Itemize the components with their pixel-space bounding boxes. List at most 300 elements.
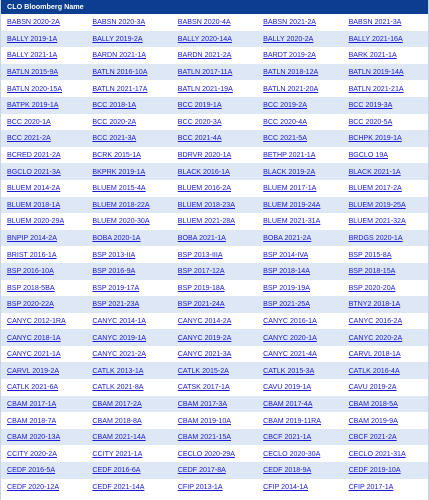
table-cell [172, 346, 257, 363]
clo-name-link[interactable]: BSP 2021-25A [263, 300, 310, 309]
clo-name-link[interactable]: BOBA 2020-1A [92, 234, 141, 243]
clo-name-link[interactable]: CANYC 2021-1A [7, 350, 61, 359]
table-cell [343, 445, 428, 462]
clo-name-link[interactable]: CANYC 2014-1A [92, 316, 147, 325]
table-cell [343, 213, 428, 230]
table-cell [86, 379, 171, 396]
clo-name-link[interactable]: CANYC 2012-1RA [7, 316, 66, 325]
table-row [1, 130, 428, 147]
table-cell [257, 47, 342, 64]
clo-name-link[interactable]: BLUEM 2018-1A [7, 200, 61, 209]
clo-name-link[interactable]: BKPRK 2019-1A [92, 167, 146, 176]
table-cell [86, 412, 171, 429]
table-cell [86, 313, 171, 330]
table-cell [1, 479, 86, 496]
table-cell [343, 197, 428, 214]
table-cell [1, 80, 86, 97]
table-cell [86, 445, 171, 462]
table-row [1, 213, 428, 230]
clo-name-link[interactable]: CATLK 2013-1A [92, 366, 144, 375]
clo-name-link[interactable]: BSP 2021-23A [92, 300, 140, 309]
clo-name-link[interactable]: CAVU 2019-1A [263, 383, 312, 392]
table-cell [1, 64, 86, 81]
table-cell [343, 379, 428, 396]
clo-name-link[interactable]: BNPIP 2014-2A [7, 234, 57, 243]
clo-name-link[interactable]: CBAM 2017-4A [263, 399, 313, 408]
clo-name-link[interactable]: CBAM 2019-10A [177, 416, 232, 425]
table-cell [172, 462, 257, 479]
table-cell [1, 47, 86, 64]
table-cell [343, 80, 428, 97]
table-cell [86, 479, 171, 496]
clo-name-table-body [1, 14, 428, 495]
clo-name-link[interactable]: BSP 2013-IIIA [177, 250, 223, 259]
table-cell [343, 396, 428, 413]
clo-name-link[interactable]: CARVL 2018-1A [348, 350, 401, 359]
table-cell [257, 429, 342, 446]
table-cell [343, 114, 428, 131]
table-cell [172, 213, 257, 230]
clo-name-link[interactable]: CBAM 2021-14A [92, 433, 146, 442]
clo-name-link[interactable]: BALLY 2020-14A [177, 34, 232, 43]
table-cell [1, 31, 86, 48]
table-cell [172, 114, 257, 131]
clo-name-link[interactable]: BABSN 2020-4A [177, 18, 231, 27]
clo-name-link[interactable]: CBAM 2021-15A [177, 433, 232, 442]
table-row [1, 47, 428, 64]
table-cell [257, 147, 342, 164]
table-cell [257, 197, 342, 214]
clo-name-link[interactable]: BCC 2021-2A [7, 134, 51, 143]
clo-name-link[interactable]: CANYC 2021-2A [92, 350, 147, 359]
clo-name-link[interactable]: BGCLO 2021-3A [7, 167, 61, 176]
table-cell [86, 213, 171, 230]
table-cell [343, 479, 428, 496]
table-cell [86, 296, 171, 313]
clo-name-link[interactable]: BABSN 2020-2A [7, 18, 60, 27]
clo-name-link[interactable]: BCC 2021-5A [263, 134, 307, 143]
table-row [1, 313, 428, 330]
clo-name-link[interactable]: BCC 2019-3A [348, 101, 393, 110]
table-cell [172, 163, 257, 180]
table-row [1, 114, 428, 131]
table-cell [86, 47, 171, 64]
table-cell [1, 429, 86, 446]
clo-name-link[interactable]: CFIP 2017-1A [348, 482, 394, 491]
clo-name-link[interactable]: BCC 2021-4A [177, 134, 222, 143]
table-cell [257, 479, 342, 496]
table-cell [86, 329, 171, 346]
table-cell [172, 479, 257, 496]
clo-name-link[interactable]: CCITY 2020-2A [7, 449, 57, 458]
clo-name-link[interactable]: BABSN 2021-2A [263, 18, 317, 27]
clo-name-link[interactable]: BLUEM 2017-1A [263, 184, 317, 193]
clo-name-link[interactable]: CBCF 2021-2A [348, 433, 397, 442]
clo-name-link[interactable]: CBAM 2017-2A [92, 399, 142, 408]
table-cell [257, 130, 342, 147]
clo-name-link[interactable]: BLUEM 2021-31A [263, 217, 321, 226]
clo-name-link[interactable]: BSP 2014-IVA [263, 250, 309, 259]
table-row [1, 296, 428, 313]
clo-name-link[interactable]: CATLK 2021-8A [92, 383, 144, 392]
table-cell [257, 280, 342, 297]
table-cell [343, 280, 428, 297]
clo-name-link[interactable]: BATLN 2021-21A [348, 84, 404, 93]
table-cell [1, 230, 86, 247]
clo-name-link[interactable]: CANYC 2018-1A [7, 333, 61, 342]
table-cell [86, 147, 171, 164]
table-cell [1, 163, 86, 180]
table-row [1, 445, 428, 462]
clo-name-link[interactable]: CANYC 2019-1A [92, 333, 147, 342]
table-cell [343, 97, 428, 114]
clo-name-link[interactable]: BCC 2020-3A [177, 117, 222, 126]
table-cell [1, 346, 86, 363]
table-cell [257, 296, 342, 313]
table-row [1, 31, 428, 48]
clo-name-link[interactable]: CATLK 2021-6A [7, 383, 59, 392]
clo-name-link[interactable]: BCC 2019-1A [177, 101, 222, 110]
clo-name-link[interactable]: BSP 2021-24A [177, 300, 225, 309]
table-cell [86, 114, 171, 131]
table-row [1, 180, 428, 197]
clo-name-link[interactable]: BSP 2019-17A [92, 283, 140, 292]
table-cell [172, 64, 257, 81]
clo-name-link[interactable]: CFIP 2013-1A [177, 482, 223, 491]
table-cell [1, 280, 86, 297]
clo-name-link[interactable]: CEDF 2016-6A [92, 466, 141, 475]
table-cell [1, 329, 86, 346]
table-row [1, 280, 428, 297]
table-cell [257, 64, 342, 81]
table-cell [172, 197, 257, 214]
table-cell [172, 445, 257, 462]
clo-name-link[interactable]: BATLN 2021-20A [263, 84, 319, 93]
table-cell [1, 362, 86, 379]
clo-name-link[interactable]: BARDT 2019-2A [263, 51, 316, 60]
table-cell [172, 329, 257, 346]
clo-name-link[interactable]: CBAM 2019-11RA [263, 416, 321, 425]
table-cell [257, 346, 342, 363]
clo-name-table [1, 14, 428, 495]
clo-name-link[interactable]: CCITY 2021-1A [92, 449, 143, 458]
clo-name-link[interactable]: BCC 2020-2A [92, 117, 137, 126]
clo-name-link[interactable]: CBAM 2018-5A [348, 399, 398, 408]
clo-name-link[interactable]: CBAM 2017-3A [177, 399, 228, 408]
clo-name-link[interactable]: BLUEM 2018-23A [177, 200, 235, 209]
table-cell [257, 445, 342, 462]
table-row [1, 97, 428, 114]
table-cell [1, 180, 86, 197]
clo-name-link[interactable]: CANYC 2020-2A [348, 333, 403, 342]
clo-name-link[interactable]: BSP 2018-15A [348, 267, 396, 276]
clo-name-link[interactable]: BATPK 2019-1A [7, 101, 59, 110]
clo-name-link[interactable]: BALLY 2019-2A [92, 34, 143, 43]
clo-name-link[interactable]: CATSK 2017-1A [177, 383, 230, 392]
table-cell [343, 64, 428, 81]
clo-name-link[interactable]: BATLN 2021-17A [92, 84, 148, 93]
clo-name-link[interactable]: BALLY 2021-1A [7, 51, 58, 60]
clo-name-link[interactable]: BALLY 2021-16A [348, 34, 403, 43]
table-cell [257, 14, 342, 31]
table-row [1, 230, 428, 247]
table-cell [172, 362, 257, 379]
clo-name-link[interactable]: CANYC 2021-3A [177, 350, 232, 359]
clo-name-link[interactable]: CANYC 2016-2A [348, 316, 403, 325]
table-cell [172, 280, 257, 297]
clo-name-link[interactable]: BATLN 2019-14A [348, 68, 404, 77]
table-cell [1, 462, 86, 479]
table-cell [86, 263, 171, 280]
table-cell [172, 379, 257, 396]
clo-name-link[interactable]: CANYC 2021-4A [263, 350, 317, 359]
table-cell [343, 31, 428, 48]
table-cell [343, 246, 428, 263]
table-cell [343, 429, 428, 446]
clo-name-link[interactable]: BALLY 2020-2A [263, 34, 314, 43]
table-cell [86, 280, 171, 297]
table-row [1, 329, 428, 346]
table-cell [1, 197, 86, 214]
table-cell [86, 197, 171, 214]
clo-name-link[interactable]: BCC 2019-2A [263, 101, 307, 110]
clo-name-link[interactable]: BATLN 2021-19A [177, 84, 233, 93]
table-cell [86, 64, 171, 81]
clo-name-link[interactable]: BLUEM 2019-24A [263, 200, 321, 209]
clo-name-link[interactable]: CATLK 2015-3A [263, 366, 315, 375]
table-row [1, 14, 428, 31]
clo-name-link[interactable]: CEDF 2017-8A [177, 466, 226, 475]
table-cell [257, 80, 342, 97]
clo-name-link[interactable]: BABSN 2021-3A [348, 18, 402, 27]
table-cell [172, 230, 257, 247]
table-cell [343, 296, 428, 313]
clo-name-link[interactable]: BGCLO 19A [348, 151, 388, 160]
table-cell [343, 230, 428, 247]
table-cell [172, 14, 257, 31]
clo-name-link[interactable]: BARK 2021-1A [348, 51, 397, 60]
table-cell [1, 246, 86, 263]
table-row [1, 197, 428, 214]
table-cell [257, 396, 342, 413]
table-cell [257, 246, 342, 263]
clo-name-link[interactable]: BATLN 2016-10A [92, 68, 148, 77]
table-cell [343, 163, 428, 180]
clo-name-link[interactable]: CATLK 2015-2A [177, 366, 229, 375]
clo-name-link[interactable]: CANYC 2016-1A [263, 316, 317, 325]
table-cell [172, 180, 257, 197]
clo-name-link[interactable]: BSP 2020-20A [348, 283, 396, 292]
table-row [1, 412, 428, 429]
table-cell [257, 362, 342, 379]
clo-name-link[interactable]: BSP 2016-10A [7, 267, 54, 276]
clo-name-link[interactable]: BRDGS 2020-1A [348, 234, 403, 243]
table-cell [257, 163, 342, 180]
table-cell [1, 263, 86, 280]
table-cell [172, 296, 257, 313]
clo-name-link[interactable]: BOBA 2021-1A [177, 234, 226, 243]
clo-name-link[interactable]: CBAM 2018-7A [7, 416, 57, 425]
table-cell [257, 114, 342, 131]
clo-name-link[interactable]: BSP 2015-8A [348, 250, 392, 259]
clo-name-link[interactable]: BSP 2019-19A [263, 283, 310, 292]
table-cell [343, 14, 428, 31]
clo-name-link[interactable]: CEDF 2018-9A [263, 466, 312, 475]
table-cell [86, 14, 171, 31]
table-cell [1, 396, 86, 413]
clo-name-link[interactable]: BSP 2018-5BA [7, 283, 55, 292]
clo-name-link[interactable]: CEDF 2021-14A [92, 482, 145, 491]
clo-name-link[interactable]: BATLN 2018-12A [263, 68, 319, 77]
table-cell [172, 313, 257, 330]
table-cell [86, 462, 171, 479]
clo-name-link[interactable]: BDRVR 2020-1A [177, 151, 232, 160]
table-cell [172, 246, 257, 263]
table-cell [1, 147, 86, 164]
clo-name-link[interactable]: BLUEM 2015-4A [92, 184, 146, 193]
table-cell [1, 213, 86, 230]
clo-name-link[interactable]: BALLY 2019-1A [7, 34, 58, 43]
clo-name-link[interactable]: BARDN 2021-2A [177, 51, 232, 60]
clo-name-link[interactable]: BOBA 2021-2A [263, 234, 312, 243]
clo-name-link[interactable]: BLUEM 2016-2A [177, 184, 232, 193]
clo-name-link[interactable]: BCC 2018-1A [92, 101, 137, 110]
clo-name-link[interactable]: BTNY2 2018-1A [348, 300, 401, 309]
table-cell [343, 346, 428, 363]
clo-name-link[interactable]: BLACK 2016-1A [177, 167, 230, 176]
table-cell [172, 396, 257, 413]
clo-name-link[interactable]: BCC 2021-3A [92, 134, 137, 143]
clo-name-link[interactable]: CBAM 2020-13A [7, 433, 61, 442]
clo-name-link[interactable]: CBAM 2017-1A [7, 399, 57, 408]
table-cell [86, 346, 171, 363]
table-row [1, 396, 428, 413]
clo-name-link[interactable]: CECLO 2021-31A [348, 449, 406, 458]
table-row [1, 462, 428, 479]
clo-name-link[interactable]: BCRK 2015-1A [92, 151, 141, 160]
clo-name-link[interactable]: BATLN 2017-11A [177, 68, 233, 77]
clo-name-link[interactable]: CEDF 2020-12A [7, 482, 60, 491]
clo-name-link[interactable]: CEDF 2019-10A [348, 466, 401, 475]
table-cell [86, 31, 171, 48]
table-cell [343, 412, 428, 429]
clo-name-link[interactable]: CATLK 2016-4A [348, 366, 400, 375]
table-cell [343, 263, 428, 280]
table-row [1, 163, 428, 180]
table-cell [257, 213, 342, 230]
clo-name-link[interactable]: BSP 2017-12A [177, 267, 225, 276]
clo-name-link[interactable]: BLUEM 2019-25A [348, 200, 406, 209]
clo-name-link[interactable]: CECLO 2020-30A [263, 449, 321, 458]
table-cell [86, 362, 171, 379]
table-cell [86, 130, 171, 147]
table-cell [343, 313, 428, 330]
clo-name-link[interactable]: BLUEM 2020-29A [7, 217, 65, 226]
clo-name-link[interactable]: BRIST 2016-1A [7, 250, 57, 259]
clo-name-link[interactable]: BATLN 2020-15A [7, 84, 63, 93]
table-cell [343, 362, 428, 379]
clo-name-link[interactable]: BSP 2020-22A [7, 300, 54, 309]
clo-name-link[interactable]: BLACK 2021-1A [348, 167, 401, 176]
clo-name-link[interactable]: CAVU 2019-2A [348, 383, 397, 392]
table-row [1, 379, 428, 396]
table-cell [343, 329, 428, 346]
table-cell [257, 379, 342, 396]
clo-name-link[interactable]: BCRED 2021-2A [7, 151, 61, 160]
clo-name-link[interactable]: BCC 2020-5A [348, 117, 393, 126]
table-cell [172, 47, 257, 64]
clo-name-link[interactable]: BLUEM 2021-28A [177, 217, 235, 226]
clo-name-link[interactable]: BCC 2020-4A [263, 117, 307, 126]
table-cell [1, 114, 86, 131]
table-cell [86, 230, 171, 247]
clo-name-link[interactable]: BSP 2018-14A [263, 267, 310, 276]
clo-name-link[interactable]: BSP 2019-18A [177, 283, 225, 292]
clo-name-link[interactable]: BATLN 2015-9A [7, 68, 59, 77]
table-cell [172, 263, 257, 280]
clo-name-link[interactable]: CANYC 2020-1A [263, 333, 317, 342]
clo-name-link[interactable]: BLUEM 2020-30A [92, 217, 150, 226]
clo-name-link[interactable]: CBCF 2021-1A [263, 433, 312, 442]
clo-name-link[interactable]: CANYC 2014-2A [177, 316, 232, 325]
clo-name-link[interactable]: BCC 2020-1A [7, 117, 51, 126]
table-header-title: CLO Bloomberg Name [1, 0, 428, 14]
clo-name-link[interactable]: CEDF 2016-5A [7, 466, 56, 475]
table-cell [1, 379, 86, 396]
table-cell [257, 180, 342, 197]
table-cell [172, 97, 257, 114]
table-cell [257, 31, 342, 48]
table-cell [343, 130, 428, 147]
table-cell [257, 329, 342, 346]
clo-name-link[interactable]: BETHP 2021-1A [263, 151, 316, 160]
table-cell [343, 147, 428, 164]
table-cell [172, 80, 257, 97]
clo-name-link[interactable]: BSP 2013-IIA [92, 250, 136, 259]
table-row [1, 346, 428, 363]
table-cell [86, 180, 171, 197]
clo-name-link[interactable]: CBAM 2019-9A [348, 416, 398, 425]
table-row [1, 429, 428, 446]
clo-name-link[interactable]: CARVL 2019-2A [7, 366, 60, 375]
clo-name-link[interactable]: CBAM 2018-8A [92, 416, 142, 425]
clo-name-link[interactable]: BLACK 2019-2A [263, 167, 316, 176]
table-cell [343, 462, 428, 479]
clo-name-link[interactable]: CANYC 2019-2A [177, 333, 232, 342]
clo-name-link[interactable]: BCHPK 2019-1A [348, 134, 402, 143]
clo-name-link[interactable]: BLUEM 2018-22A [92, 200, 150, 209]
table-row [1, 479, 428, 496]
table-row [1, 246, 428, 263]
table-cell [1, 296, 86, 313]
table-cell [257, 313, 342, 330]
table-cell [343, 47, 428, 64]
clo-name-link[interactable]: BARDN 2021-1A [92, 51, 147, 60]
clo-name-link[interactable]: BLUEM 2021-32A [348, 217, 406, 226]
table-cell [1, 130, 86, 147]
table-cell [257, 97, 342, 114]
clo-name-link[interactable]: BLUEM 2014-2A [7, 184, 61, 193]
table-cell [257, 462, 342, 479]
table-cell [86, 163, 171, 180]
table-row [1, 80, 428, 97]
clo-name-link[interactable]: BSP 2016-9A [92, 267, 136, 276]
clo-name-link[interactable]: CFIP 2014-1A [263, 482, 308, 491]
clo-name-link[interactable]: BLUEM 2017-2A [348, 184, 402, 193]
clo-name-link[interactable]: CECLO 2020-29A [177, 449, 235, 458]
table-cell [257, 263, 342, 280]
clo-name-link[interactable]: BABSN 2020-3A [92, 18, 146, 27]
